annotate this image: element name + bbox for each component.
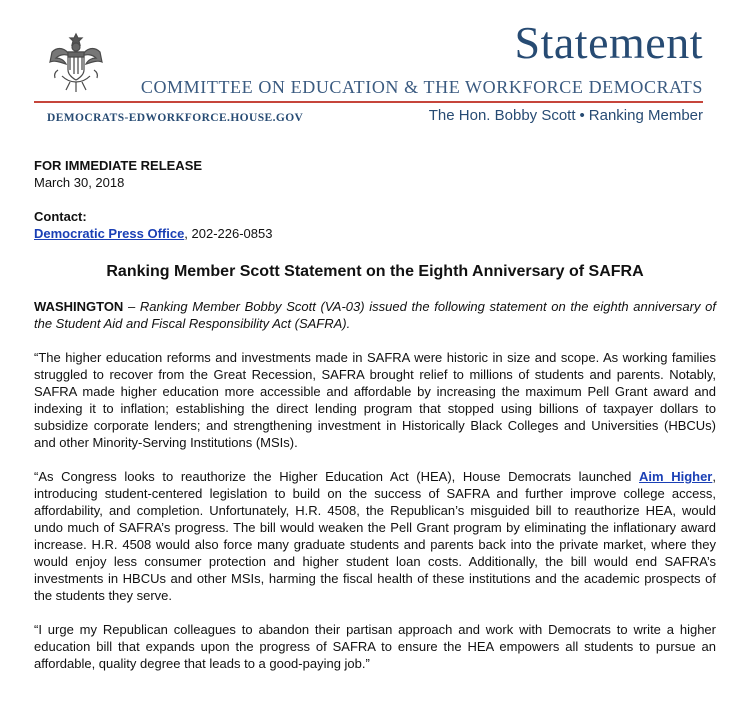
press-office-link[interactable]: Democratic Press Office (34, 226, 185, 241)
member-role: Ranking Member (588, 107, 703, 124)
contact-label: Contact: (34, 209, 87, 224)
statement-title: Statement (514, 17, 703, 68)
letterhead (0, 0, 737, 140)
release-date: March 30, 2018 (34, 175, 125, 190)
headline: Ranking Member Scott Statement on the Eighth Anniversary of SAFRA (106, 263, 644, 280)
member-name: The Hon. Bobby Scott (428, 107, 576, 124)
quote-paragraph-1: “The higher education reforms and investments made in SAFRA were historic in size and scope. As working families struggled to recover from the Great Recession, SAFRA brought relief to millions of students and parents. Notably, SAFRA made higher education more accessible and affordable by increasing the maximum Pell Grant award and indexing it to inflation; establishing the direct lending program that stopped using billions of taxpayer dollars to subsidize corporate lenders; and strengthening investment in Historically Black Colleges and Universities (HBCUs) and other Minority-Serving Institutions (MSIs). (34, 350, 716, 450)
congressional-seal-icon (44, 30, 108, 96)
header-divider (34, 101, 703, 103)
dateline: WASHINGTON (34, 299, 124, 314)
statement-body (34, 157, 716, 672)
contact-line (34, 225, 716, 242)
release-label: FOR IMMEDIATE RELEASE (34, 158, 203, 173)
intro-paragraph (34, 298, 716, 332)
quote-paragraph-3: “I urge my Republican colleagues to abandon their partisan approach and work with Democrats to write a higher education bill that expands upon the progress of SAFRA to ensure the HEA empowers all students to pursue an affordable, quality degree that leads to a good-paying job.” (34, 622, 716, 671)
committee-name: COMMITTEE ON EDUCATION & THE WORKFORCE DEMOCRATS (140, 77, 703, 97)
website-url: DEMOCRATS-EDWORKFORCE.HOUSE.GOV (47, 112, 304, 124)
ranking-member-line (429, 107, 703, 124)
p2-text-before: “As Congress looks to reauthorize the Higher Education Act (HEA), House Democrats launched (34, 469, 639, 484)
bullet-separator: • (579, 107, 585, 124)
aim-higher-link[interactable]: Aim Higher (639, 469, 713, 484)
contact-phone: , 202-226-0853 (184, 226, 273, 241)
p2-text-after: , introducing student-centered legislation to build on the success of SAFRA and further improve college access, affordability, and completion. Unfortunately, H.R. 4508, the Republican’s misguided bill to reauthorize HEA, would undo much of SAFRA’s progress. The bill would weaken the Pell Grant program by eliminating the inflationary award increase. H.R. 4508 would also force many graduate students and parents back into the private market, where they would enjoy less consumer protection and higher student loan costs. Additionally, the bill would end SAFRA’s investments in HBCUs and other MSIs, harming the fiscal health of these institutions and the academic prospects of the students they serve. (34, 469, 716, 603)
intro-text: Ranking Member Bobby Scott (VA-03) issued the following statement on the eighth anniversary of the Student Aid and Fiscal Responsibility Act (SAFRA). (34, 299, 716, 331)
dateline-dash: – (123, 299, 140, 314)
quote-paragraph-2 (34, 468, 716, 604)
